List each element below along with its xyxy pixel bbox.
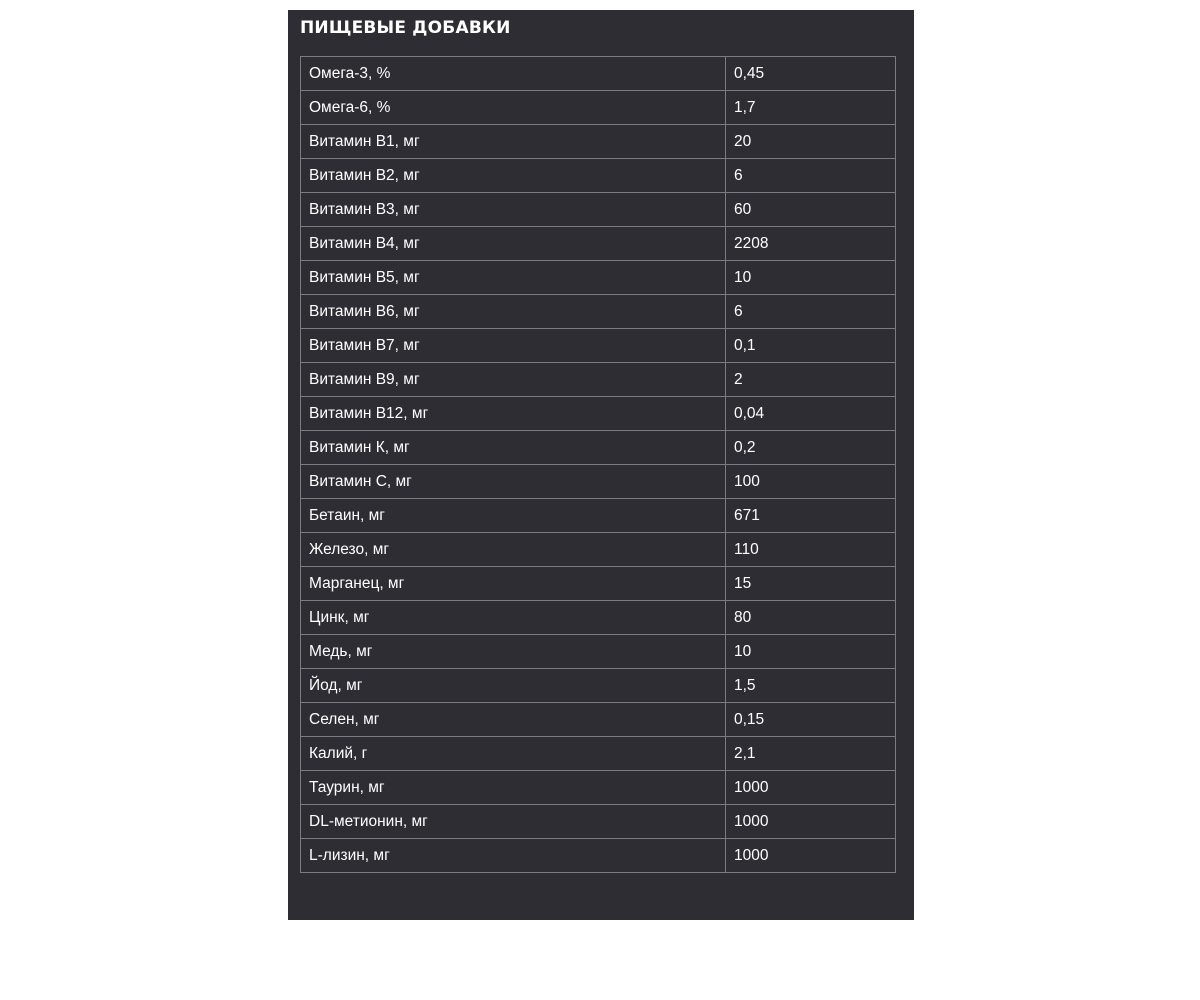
nutrient-name-cell: Омега-3, % <box>301 57 726 91</box>
nutrient-value-cell: 1000 <box>726 805 896 839</box>
table-row <box>301 159 896 193</box>
nutrient-name-cell: Витамин B7, мг <box>301 329 726 363</box>
table-row <box>301 295 896 329</box>
table-row <box>301 329 896 363</box>
nutrient-name-cell: Витамин К, мг <box>301 431 726 465</box>
nutrient-name-cell: Селен, мг <box>301 703 726 737</box>
nutrient-name-cell: DL-метионин, мг <box>301 805 726 839</box>
nutrient-value-cell: 0,15 <box>726 703 896 737</box>
nutrient-value-cell: 1000 <box>726 839 896 873</box>
nutrient-value-cell: 0,1 <box>726 329 896 363</box>
nutrient-name-cell: Марганец, мг <box>301 567 726 601</box>
table-row <box>301 737 896 771</box>
table-row <box>301 397 896 431</box>
nutrient-value-cell: 0,04 <box>726 397 896 431</box>
nutrient-value-cell: 671 <box>726 499 896 533</box>
nutrient-value-cell: 20 <box>726 125 896 159</box>
nutrient-name-cell: Бетаин, мг <box>301 499 726 533</box>
nutrient-value-cell: 0,2 <box>726 431 896 465</box>
table-row <box>301 91 896 125</box>
table-row <box>301 499 896 533</box>
nutrient-value-cell: 1,7 <box>726 91 896 125</box>
nutrient-name-cell: Витамин B12, мг <box>301 397 726 431</box>
table-row <box>301 57 896 91</box>
table-row <box>301 601 896 635</box>
nutrient-name-cell: Витамин С, мг <box>301 465 726 499</box>
nutrient-value-cell: 0,45 <box>726 57 896 91</box>
nutrient-value-cell: 2,1 <box>726 737 896 771</box>
table-row <box>301 771 896 805</box>
nutrient-value-cell: 60 <box>726 193 896 227</box>
supplements-panel <box>288 10 914 920</box>
nutrient-name-cell: Таурин, мг <box>301 771 726 805</box>
nutrient-name-cell: Витамин B3, мг <box>301 193 726 227</box>
section-title: ПИЩЕВЫЕ ДОБАВКИ <box>300 18 511 38</box>
nutrient-value-cell: 100 <box>726 465 896 499</box>
nutrient-value-cell: 2208 <box>726 227 896 261</box>
nutrient-value-cell: 6 <box>726 159 896 193</box>
nutrient-value-cell: 1000 <box>726 771 896 805</box>
table-row <box>301 635 896 669</box>
nutrient-name-cell: Омега-6, % <box>301 91 726 125</box>
nutrient-name-cell: Витамин B1, мг <box>301 125 726 159</box>
nutrient-value-cell: 10 <box>726 261 896 295</box>
nutrient-name-cell: Витамин B4, мг <box>301 227 726 261</box>
nutrient-name-cell: Витамин B5, мг <box>301 261 726 295</box>
table-row <box>301 465 896 499</box>
nutrient-name-cell: L-лизин, мг <box>301 839 726 873</box>
table-row <box>301 533 896 567</box>
supplements-table <box>300 56 896 873</box>
nutrient-name-cell: Цинк, мг <box>301 601 726 635</box>
supplements-table-body <box>301 57 896 873</box>
nutrient-name-cell: Витамин B2, мг <box>301 159 726 193</box>
nutrient-value-cell: 80 <box>726 601 896 635</box>
nutrient-value-cell: 1,5 <box>726 669 896 703</box>
nutrient-value-cell: 15 <box>726 567 896 601</box>
table-row <box>301 805 896 839</box>
table-row <box>301 227 896 261</box>
nutrient-value-cell: 2 <box>726 363 896 397</box>
table-row <box>301 703 896 737</box>
nutrient-name-cell: Железо, мг <box>301 533 726 567</box>
nutrient-name-cell: Йод, мг <box>301 669 726 703</box>
table-row <box>301 839 896 873</box>
nutrient-name-cell: Калий, г <box>301 737 726 771</box>
table-row <box>301 669 896 703</box>
table-row <box>301 193 896 227</box>
table-row <box>301 363 896 397</box>
nutrient-value-cell: 10 <box>726 635 896 669</box>
table-row <box>301 567 896 601</box>
nutrient-value-cell: 110 <box>726 533 896 567</box>
nutrient-name-cell: Медь, мг <box>301 635 726 669</box>
nutrient-name-cell: Витамин B6, мг <box>301 295 726 329</box>
nutrient-name-cell: Витамин B9, мг <box>301 363 726 397</box>
table-row <box>301 125 896 159</box>
table-row <box>301 261 896 295</box>
table-row <box>301 431 896 465</box>
nutrient-value-cell: 6 <box>726 295 896 329</box>
